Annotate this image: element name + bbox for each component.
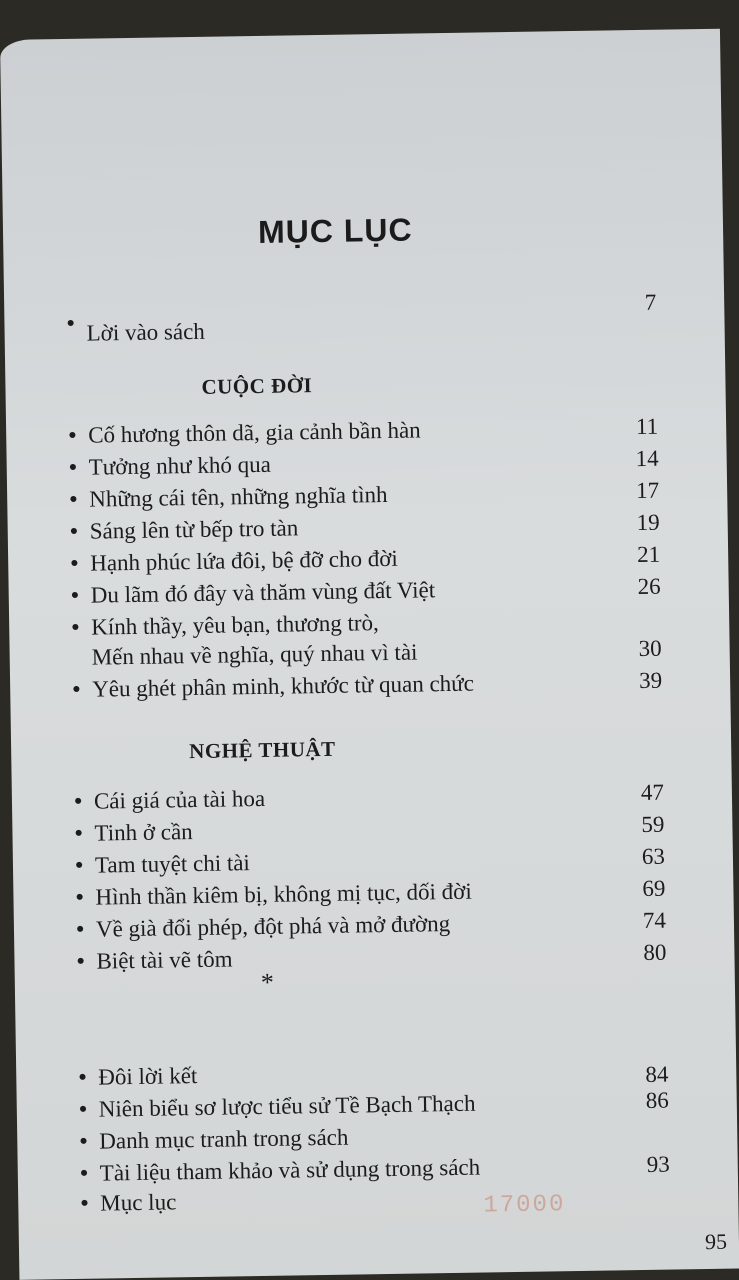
toc-entry: ● Những cái tên, những nghĩa tình 17 bbox=[69, 476, 659, 485]
bullet-icon: ● bbox=[78, 1069, 87, 1085]
toc-entry-page: 7 bbox=[644, 289, 657, 315]
bullet-icon: ● bbox=[74, 825, 84, 841]
toc-entry: ● Đôi lời kết 84 bbox=[78, 1054, 668, 1063]
section-heading-nghe-thuat: NGHỆ THUẬT bbox=[189, 736, 336, 764]
bullet-icon: ● bbox=[74, 857, 84, 873]
toc-entry: ● Danh mục tranh trong sách bbox=[79, 1118, 669, 1127]
book-page bbox=[0, 29, 739, 1280]
bullet-icon: ● bbox=[78, 1101, 88, 1117]
bullet-icon: ● bbox=[75, 889, 85, 905]
separator-asterisk: * bbox=[260, 967, 275, 998]
bullet-icon: ● bbox=[68, 427, 77, 443]
bullet-icon: ● bbox=[80, 1195, 89, 1211]
bullet-icon: ● bbox=[69, 523, 79, 539]
toc-entry: ● Tinh ở cần 59 bbox=[74, 810, 664, 819]
bullet-icon: ● bbox=[79, 1133, 88, 1149]
toc-entry: ● Hình thần kiêm bị, không mị tục, dối đời 69 bbox=[75, 874, 665, 883]
toc-entry: ● Cố hương thôn dã, gia cảnh bần hàn 11 bbox=[68, 412, 658, 421]
toc-entry: ● Sáng lên từ bếp tro tàn 19 bbox=[70, 508, 660, 517]
toc-entry: ● Du lãm đó đây và thăm vùng đất Việt 26 bbox=[71, 572, 661, 581]
bullet-icon: ● bbox=[70, 555, 79, 571]
toc-entry: ● Niên biểu sơ lược tiểu sử Tề Bạch Thạch 86 bbox=[79, 1086, 669, 1095]
bullet-icon: ● bbox=[76, 953, 86, 969]
page-title: MỤC LỤC bbox=[257, 211, 413, 250]
toc-entry: ● Tài liệu tham khảo và sử dụng trong sách 93 bbox=[80, 1150, 670, 1159]
toc-entry: ● Hạnh phúc lứa đôi, bệ đỡ cho đời 21 bbox=[70, 540, 660, 549]
toc-entry: ● Mục lục bbox=[80, 1180, 670, 1189]
bullet-icon: ● bbox=[70, 587, 80, 603]
toc-entry: ● Tam tuyệt chi tài 63 bbox=[75, 842, 665, 851]
bullet-icon: ● bbox=[69, 491, 78, 507]
toc-entry: ● Yêu ghét phân minh, khước từ quan chức 39 bbox=[72, 666, 662, 675]
bullet-icon: ● bbox=[71, 619, 80, 635]
bullet-icon: ● bbox=[73, 793, 83, 809]
bullet-icon: ● bbox=[79, 1165, 89, 1181]
bullet-icon: ● bbox=[66, 315, 76, 331]
bullet-icon: ● bbox=[75, 921, 85, 937]
page-number: 95 bbox=[704, 1228, 728, 1255]
red-ink-stamp: 17000 bbox=[483, 1191, 566, 1220]
bullet-icon: ● bbox=[72, 681, 81, 697]
toc-entry-intro bbox=[66, 289, 657, 346]
toc-entry: ● Về già đổi phép, đột phá và mở đường 74 bbox=[76, 906, 666, 915]
toc-entry-label: Lời vào sách bbox=[86, 318, 205, 346]
section-heading-cuoc-doi: CUỘC ĐỜI bbox=[201, 373, 313, 399]
toc-entry: ● Kính thầy, yêu bạn, thương trò, Mến nhau về nghĩa, quý nhau vì tài 30 bbox=[71, 610, 662, 670]
bullet-icon: ● bbox=[68, 459, 78, 475]
toc-entry: ● Biệt tài vẽ tôm 80 bbox=[76, 938, 666, 947]
toc-entry: ● Tưởng như khó qua 14 bbox=[68, 444, 658, 453]
toc-entry: ● Cái giá của tài hoa 47 bbox=[74, 778, 664, 787]
